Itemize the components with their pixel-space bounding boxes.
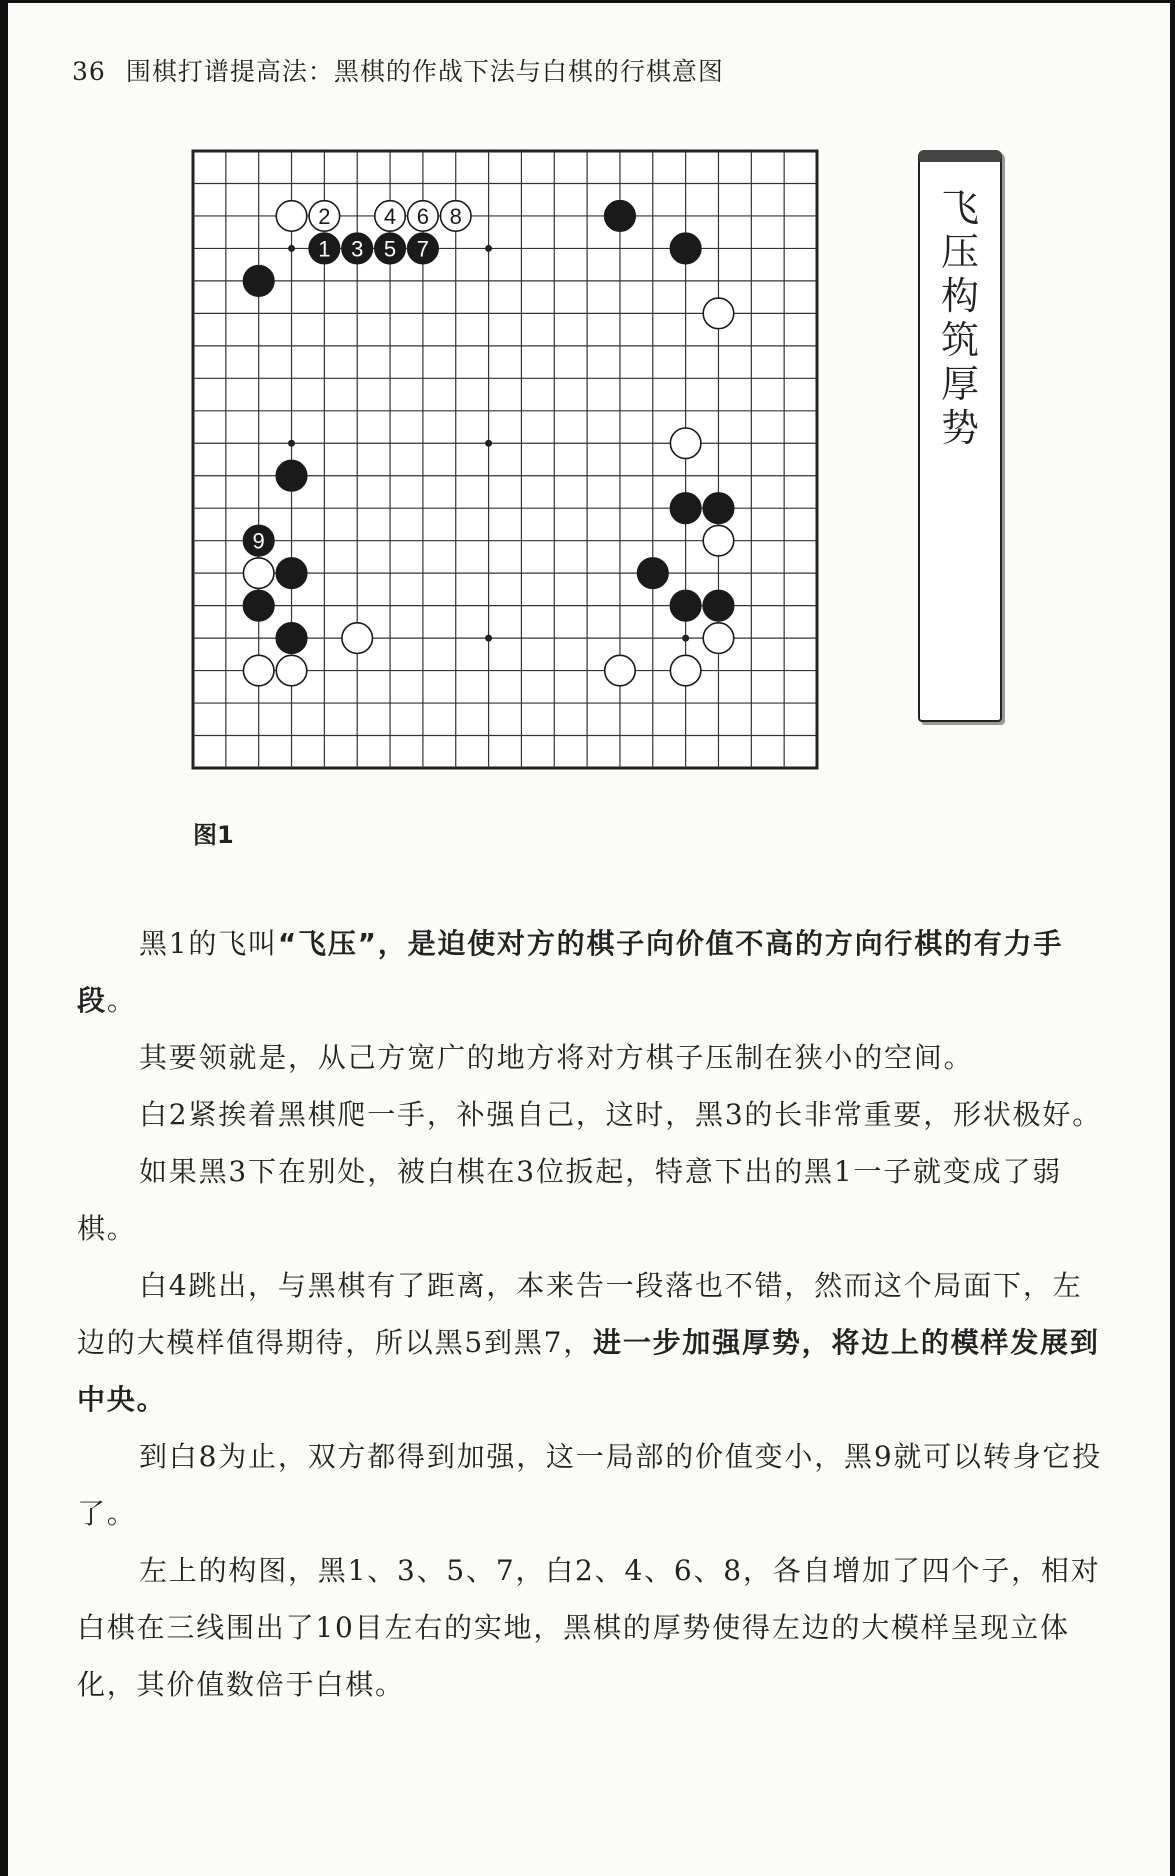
white-stone bbox=[243, 558, 274, 589]
figure-label: 图1 bbox=[193, 821, 234, 849]
side-title-box bbox=[918, 150, 1002, 722]
star-point bbox=[485, 245, 492, 252]
paragraph: 白2紧挨着黑棋爬一手，补强自己，这时，黑3的长非常重要，形状极好。 bbox=[139, 1098, 1103, 1131]
star-point bbox=[485, 635, 492, 642]
black-stone bbox=[703, 590, 734, 621]
paragraph: 到白8为止，双方都得到加强，这一局部的价值变小，黑9就可以转身它投了。 bbox=[77, 1440, 1103, 1530]
black-stone bbox=[670, 590, 701, 621]
move-number-label: 1 bbox=[318, 236, 331, 262]
star-point bbox=[682, 635, 689, 642]
paragraph bbox=[77, 1257, 1105, 1428]
page-number: 36 bbox=[72, 57, 106, 86]
paragraph-bold-text: 进一步加强厚势，将边上的模样发展到中央。 bbox=[77, 1326, 1100, 1416]
book-title: 围棋打谱提高法：黑棋的作战下法与白棋的行棋意图 bbox=[125, 57, 724, 86]
paragraph-text: 。 bbox=[106, 984, 137, 1017]
white-stone bbox=[703, 525, 734, 556]
white-stone bbox=[342, 623, 373, 654]
paragraph: 如果黑3下在别处，被白棋在3位扳起，特意下出的黑1一子就变成了弱棋。 bbox=[77, 1155, 1063, 1245]
white-stone bbox=[276, 655, 307, 686]
move-number-label: 5 bbox=[383, 236, 397, 262]
black-stone bbox=[243, 266, 274, 297]
side-title-char: 飞 bbox=[940, 186, 979, 230]
black-stone bbox=[276, 558, 307, 589]
paragraph: 其要领就是，从己方宽广的地方将对方棋子压制在狭小的空间。 bbox=[139, 1041, 974, 1074]
paragraph bbox=[77, 915, 1105, 1029]
black-stone bbox=[670, 493, 701, 524]
white-stone bbox=[703, 623, 734, 654]
black-stone bbox=[703, 493, 734, 524]
go-board-diagram bbox=[190, 148, 820, 771]
move-number-label: 2 bbox=[318, 203, 331, 229]
move-number-label: 4 bbox=[383, 203, 397, 229]
star-point bbox=[485, 440, 492, 447]
move-number-label: 9 bbox=[252, 528, 265, 554]
move-number-label: 6 bbox=[416, 203, 430, 229]
white-stone bbox=[605, 655, 636, 686]
black-stone bbox=[243, 590, 274, 621]
white-stone bbox=[703, 298, 734, 329]
paragraph: 左上的构图，黑1、3、5、7，白2、4、6、8，各自增加了四个子，相对白棋在三线围出了10目左右的实地，黑棋的厚势使得左边的大模样呈现立体化，其价值数倍于白棋。 bbox=[77, 1554, 1101, 1701]
paragraph-bold-text: “飞压”，是迫使对方的棋子向价值不高的方向行棋的有力手段 bbox=[77, 927, 1064, 1017]
page-header bbox=[72, 52, 724, 88]
side-title-char: 厚 bbox=[940, 362, 979, 406]
side-title-char: 势 bbox=[940, 406, 979, 450]
white-stone bbox=[276, 201, 307, 232]
black-stone bbox=[605, 201, 636, 232]
star-point bbox=[288, 245, 295, 252]
side-title-char: 筑 bbox=[940, 318, 979, 362]
black-stone bbox=[276, 623, 307, 654]
move-number-label: 7 bbox=[416, 236, 430, 262]
go-board bbox=[190, 148, 820, 771]
paragraph-text: 白4跳出，与黑棋有了距离，本来告一段落也不错，然而这个局面下，左边的大模样值得期待，所以黑5到黑7， bbox=[77, 1269, 1083, 1359]
move-number-label: 3 bbox=[351, 236, 364, 262]
white-stone bbox=[670, 428, 701, 459]
side-title bbox=[920, 186, 1000, 450]
star-point bbox=[288, 440, 295, 447]
paragraph-text: 黑1的飞叫 bbox=[139, 927, 278, 960]
black-stone bbox=[670, 233, 701, 264]
side-title-char: 构 bbox=[940, 274, 979, 318]
text-body bbox=[77, 915, 1105, 1713]
black-stone bbox=[638, 558, 669, 589]
side-title-char: 压 bbox=[940, 230, 979, 274]
black-stone bbox=[276, 460, 307, 491]
white-stone bbox=[670, 655, 701, 686]
white-stone bbox=[243, 655, 274, 686]
move-number-label: 8 bbox=[449, 203, 462, 229]
